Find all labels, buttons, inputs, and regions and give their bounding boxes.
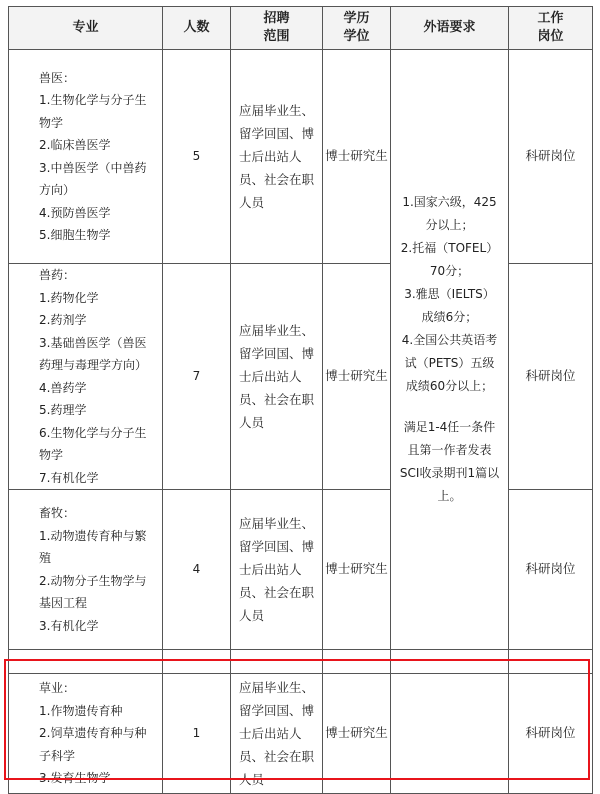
post-cell: 科研岗位 [509, 674, 593, 794]
header-degree [323, 7, 391, 50]
spacer-cell [231, 650, 323, 674]
major-item: 2.饲草遗传育种与种子科学 [39, 726, 147, 763]
scope-cell: 应届毕业生、留学回国、博士后出站人员、社会在职人员 [231, 490, 323, 650]
major-cell [9, 674, 163, 794]
table-row [9, 674, 593, 794]
major-item: 5.药理学 [39, 403, 87, 417]
major-item: 1.动物遗传育种与繁殖 [39, 528, 147, 565]
count-cell: 7 [163, 264, 231, 490]
spacer-cell [391, 650, 509, 674]
major-cell [9, 50, 163, 264]
header-post-line1: 工作 [537, 11, 564, 26]
count-cell: 5 [163, 50, 231, 264]
header-count: 人数 [163, 7, 231, 50]
recruitment-table [8, 6, 593, 794]
degree-cell: 博士研究生 [323, 50, 391, 264]
major-item: 3.基础兽医学（兽医药理与毒理学方向） [39, 335, 148, 372]
major-title: 畜牧： [39, 506, 76, 520]
major-item: 1.生物化学与分子生物学 [39, 93, 147, 130]
spacer-cell [9, 650, 163, 674]
lang-item: 1.国家六级，425分以上； [402, 195, 497, 232]
count-cell: 4 [163, 490, 231, 650]
major-item: 3.中兽医学（中兽药方向） [39, 160, 147, 197]
post-cell: 科研岗位 [509, 490, 593, 650]
header-scope-line2: 范围 [263, 29, 290, 44]
degree-cell: 博士研究生 [323, 264, 391, 490]
spacer-row [9, 650, 593, 674]
major-item: 3.发育生物学 [39, 771, 111, 786]
header-degree-line2: 学位 [343, 29, 370, 44]
spacer-cell [163, 650, 231, 674]
major-item: 1.作物遗传育种 [39, 703, 123, 718]
lang-item: 4.全国公共英语考试（PETS）五级成绩60分以上； [401, 333, 498, 393]
major-item: 6.生物化学与分子生物学 [39, 425, 147, 462]
spacer-cell [323, 650, 391, 674]
table-row [9, 50, 593, 264]
header-post [509, 7, 593, 50]
header-row [9, 7, 593, 50]
major-item: 7.有机化学 [39, 470, 99, 485]
major-item: 2.临床兽医学 [39, 138, 111, 152]
major-item: 2.动物分子生物学与基因工程 [39, 573, 147, 610]
major-cell [9, 490, 163, 650]
scope-cell: 应届毕业生、留学回国、博士后出站人员、社会在职人员 [231, 50, 323, 264]
major-title: 兽药： [39, 268, 76, 282]
major-item: 3.有机化学 [39, 618, 99, 633]
lang-items [399, 191, 500, 398]
major-item: 2.药剂学 [39, 313, 87, 327]
lang-empty-cell [391, 674, 509, 794]
major-title: 草业： [39, 681, 76, 696]
lang-note: 满足1-4任一条件且第一作者发表SCI收录期刊1篇以上。 [399, 420, 500, 503]
major-title: 兽医： [39, 70, 76, 85]
degree-cell: 博士研究生 [323, 674, 391, 794]
header-lang: 外语要求 [391, 7, 509, 50]
header-major: 专业 [9, 7, 163, 50]
post-cell: 科研岗位 [509, 264, 593, 490]
post-cell: 科研岗位 [509, 50, 593, 264]
lang-item: 3.雅思（IELTS）成绩6分； [404, 287, 495, 324]
major-item: 5.细胞生物学 [39, 228, 111, 242]
major-cell [9, 264, 163, 490]
major-item: 4.兽药学 [39, 380, 87, 395]
lang-item: 2.托福（TOFEL）70分； [400, 241, 499, 278]
major-item: 1.药物化学 [39, 290, 99, 305]
header-post-line2: 岗位 [537, 29, 564, 44]
header-degree-line1: 学历 [343, 11, 370, 26]
header-scope [231, 7, 323, 50]
lang-requirement-cell [391, 50, 509, 650]
degree-cell: 博士研究生 [323, 490, 391, 650]
header-scope-line1: 招聘 [263, 11, 290, 26]
scope-cell: 应届毕业生、留学回国、博士后出站人员、社会在职人员 [231, 674, 323, 794]
scope-cell: 应届毕业生、留学回国、博士后出站人员、社会在职人员 [231, 264, 323, 490]
count-cell: 1 [163, 674, 231, 794]
major-item: 4.预防兽医学 [39, 205, 111, 220]
spacer-cell [509, 650, 593, 674]
